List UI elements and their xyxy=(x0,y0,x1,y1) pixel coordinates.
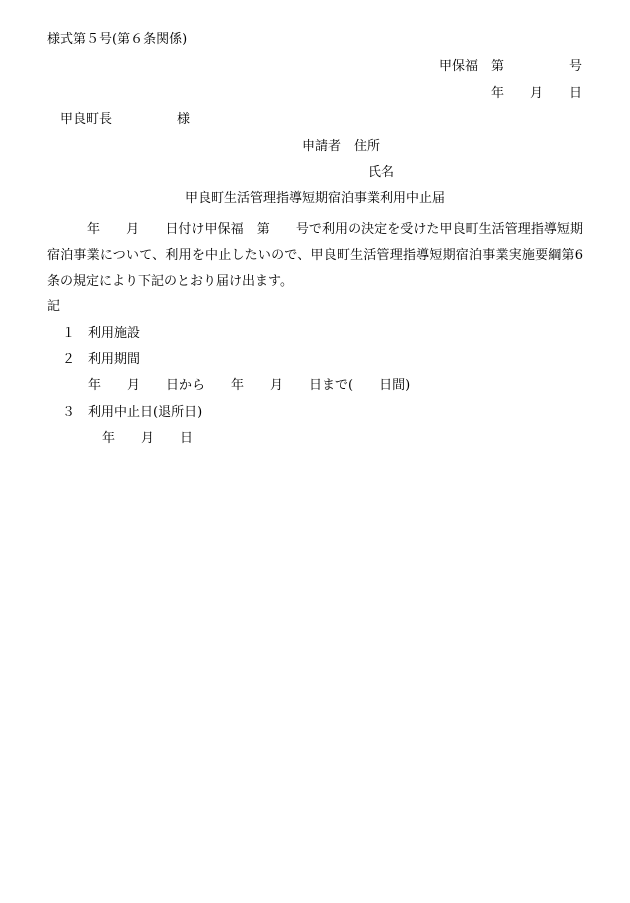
ki-heading: 記 xyxy=(47,299,61,314)
item-stop-date-detail: 年 月 日 xyxy=(102,431,194,446)
applicant-address-label: 申請者 住所 xyxy=(302,139,381,154)
item-stop-date: ３ 利用中止日(退所日) xyxy=(62,405,203,420)
item-facility: １ 利用施設 xyxy=(62,326,141,341)
document-number: 甲保福 第 号 xyxy=(438,59,582,74)
form-label: 様式第５号(第６条関係) xyxy=(47,32,188,47)
body-text: 年 月 日付け甲保福 第 号で利用の決定を受けた甲良町生活管理指導短期宿泊事業について、利用を中止したいので、甲良町生活管理指導短期宿泊事業実施要綱第6条の規定により下記のとおり届け出ます。 xyxy=(47,222,583,289)
document-title: 甲良町生活管理指導短期宿泊事業利用中止届 xyxy=(184,191,445,206)
applicant-name-label: 氏名 xyxy=(368,165,395,180)
addressee: 甲良町長 様 xyxy=(60,112,191,127)
document-date: 年 月 日 xyxy=(490,86,582,101)
item-period-detail: 年 月 日から 年 月 日まで( 日間) xyxy=(88,378,411,393)
item-period: ２ 利用期間 xyxy=(62,352,141,367)
